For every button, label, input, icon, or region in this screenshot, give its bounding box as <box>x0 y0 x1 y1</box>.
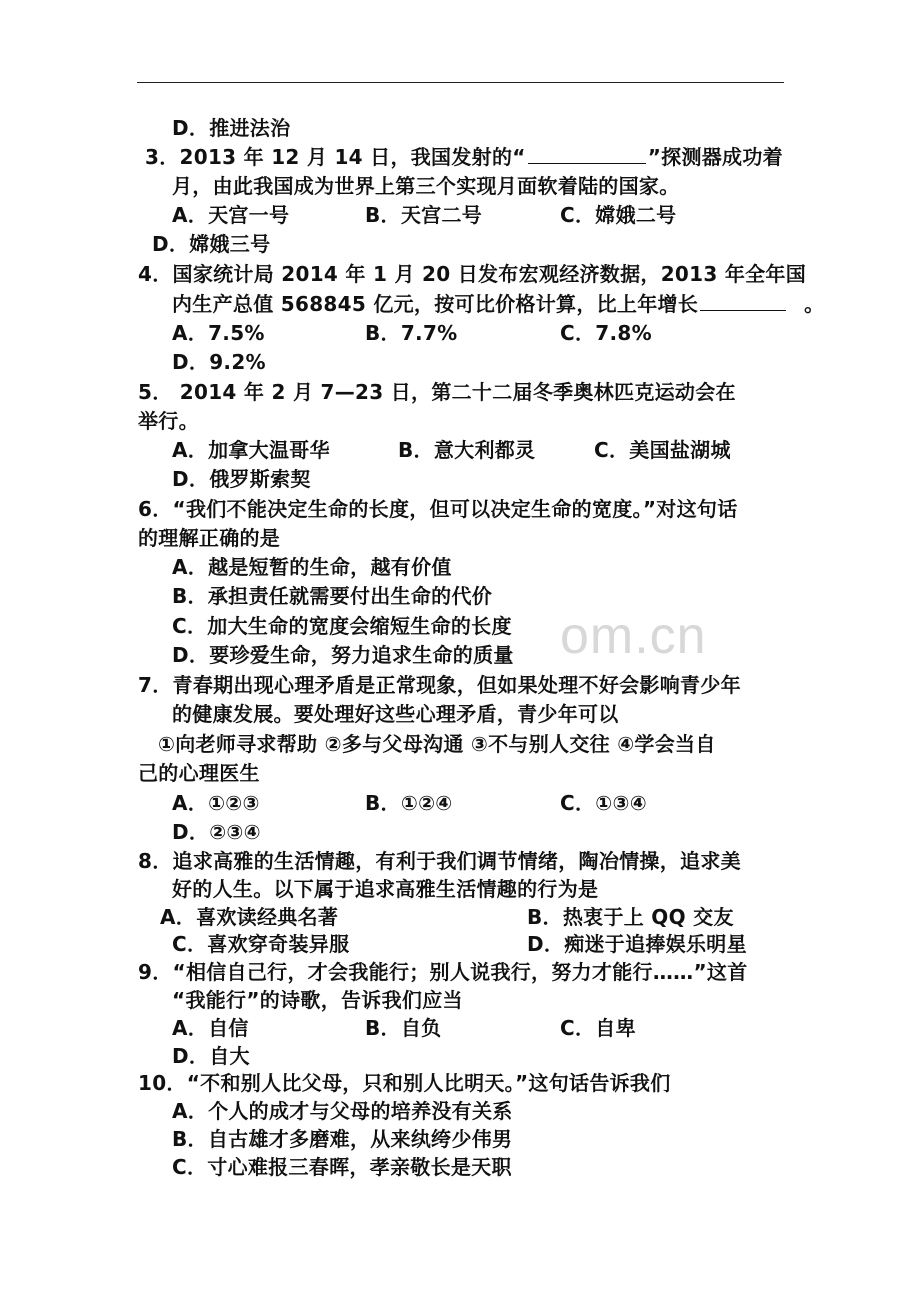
q5-option-d: D．俄罗斯索契 <box>172 467 311 491</box>
q9-stem: 9．“相信自己行，才会我能行；别人说我行，努力才能行……”这首 <box>138 960 748 984</box>
q7-option-a: A．①②③ <box>172 791 260 815</box>
q4-stem: 4．国家统计局 2014 年 1 月 20 日发布宏观经济数据，2013 年全年国 <box>138 262 807 286</box>
q4-answer-blank <box>700 290 786 311</box>
q7-stem-cont: 的健康发展。要处理好这些心理矛盾，青少年可以 <box>172 702 619 726</box>
q6-stem-cont: 的理解正确的是 <box>138 526 281 550</box>
q3-stem-cont: 月，由此我国成为世界上第三个实现月面软着陆的国家。 <box>172 174 680 198</box>
q3-option-b: B．天宫二号 <box>365 203 483 227</box>
q4-stem-cont: 内生产总值 568845 亿元，按可比价格计算，比上年增长 。 <box>172 292 825 316</box>
q6-option-c: C．加大生命的宽度会缩短生命的长度 <box>172 614 512 638</box>
q6-option-d: D．要珍爱生命，努力追求生命的质量 <box>172 643 514 667</box>
q9-option-d: D．自大 <box>172 1044 250 1068</box>
q4-option-c: C．7.8% <box>560 321 652 345</box>
q8-option-b: B．热衷于上 QQ 交友 <box>527 905 734 929</box>
q9-option-c: C．自卑 <box>560 1016 636 1040</box>
q10-option-a: A．个人的成才与父母的培养没有关系 <box>172 1099 513 1123</box>
q3-stem: 3．2013 年 12 月 14 日，我国发射的“ ”探测器成功着 <box>145 145 783 169</box>
q9-option-b: B．自负 <box>365 1016 442 1040</box>
q9-option-a: A．自信 <box>172 1016 249 1040</box>
q4-option-d: D．9.2% <box>172 350 266 374</box>
q5-option-c: C．美国盐湖城 <box>594 438 731 462</box>
q5-stem-cont: 举行。 <box>138 409 199 433</box>
q6-stem: 6．“我们不能决定生命的长度，但可以决定生命的宽度。”对这句话 <box>138 497 738 521</box>
q5-option-b: B．意大利都灵 <box>398 438 536 462</box>
q3-option-a: A．天宫一号 <box>172 203 290 227</box>
q10-stem: 10．“不和别人比父母，只和别人比明天。”这句话告诉我们 <box>138 1071 671 1095</box>
q4-option-b: B．7.7% <box>365 321 458 345</box>
q3-answer-blank <box>528 143 646 164</box>
q3-option-d: D．嫦娥三号 <box>152 232 271 256</box>
q10-option-b: B．自古雄才多磨难，从来纨绔少伟男 <box>172 1127 513 1151</box>
q8-stem: 8．追求高雅的生活情趣，有利于我们调节情绪，陶冶情操，追求美 <box>138 849 741 873</box>
header-rule <box>137 82 784 83</box>
q7-option-b: B．①②④ <box>365 791 453 815</box>
q6-option-a: A．越是短暂的生命，越有价值 <box>172 555 452 579</box>
q9-stem-cont: “我能行”的诗歌，告诉我们应当 <box>172 988 463 1012</box>
q7-statements-cont: 己的心理医生 <box>138 761 260 785</box>
q10-option-c: C．寸心难报三春晖，孝亲敬长是天职 <box>172 1155 512 1179</box>
watermark: om.cn <box>560 607 707 665</box>
q7-option-d: D．②③④ <box>172 820 261 844</box>
q8-option-a: A．喜欢读经典名著 <box>160 905 339 929</box>
q8-stem-cont: 好的人生。以下属于追求高雅生活情趣的行为是 <box>172 877 599 901</box>
q8-option-d: D．痴迷于追捧娱乐明星 <box>527 932 747 956</box>
q7-stem: 7．青春期出现心理矛盾是正常现象，但如果处理不好会影响青少年 <box>138 673 741 697</box>
q5-option-a: A．加拿大温哥华 <box>172 438 330 462</box>
q4-option-a: A．7.5% <box>172 321 265 345</box>
q3-option-c: C．嫦娥二号 <box>560 203 677 227</box>
q6-option-b: B．承担责任就需要付出生命的代价 <box>172 584 493 608</box>
q2-option-d: D．推进法治 <box>172 116 291 140</box>
q7-statements: ①向老师寻求帮助 ②多与父母沟通 ③不与别人交往 ④学会当自 <box>158 732 716 756</box>
q8-option-c: C．喜欢穿奇装异服 <box>172 932 350 956</box>
q7-option-c: C．①③④ <box>560 791 647 815</box>
q5-stem: 5． 2014 年 2 月 7—23 日，第二十二届冬季奥林匹克运动会在 <box>138 380 736 404</box>
